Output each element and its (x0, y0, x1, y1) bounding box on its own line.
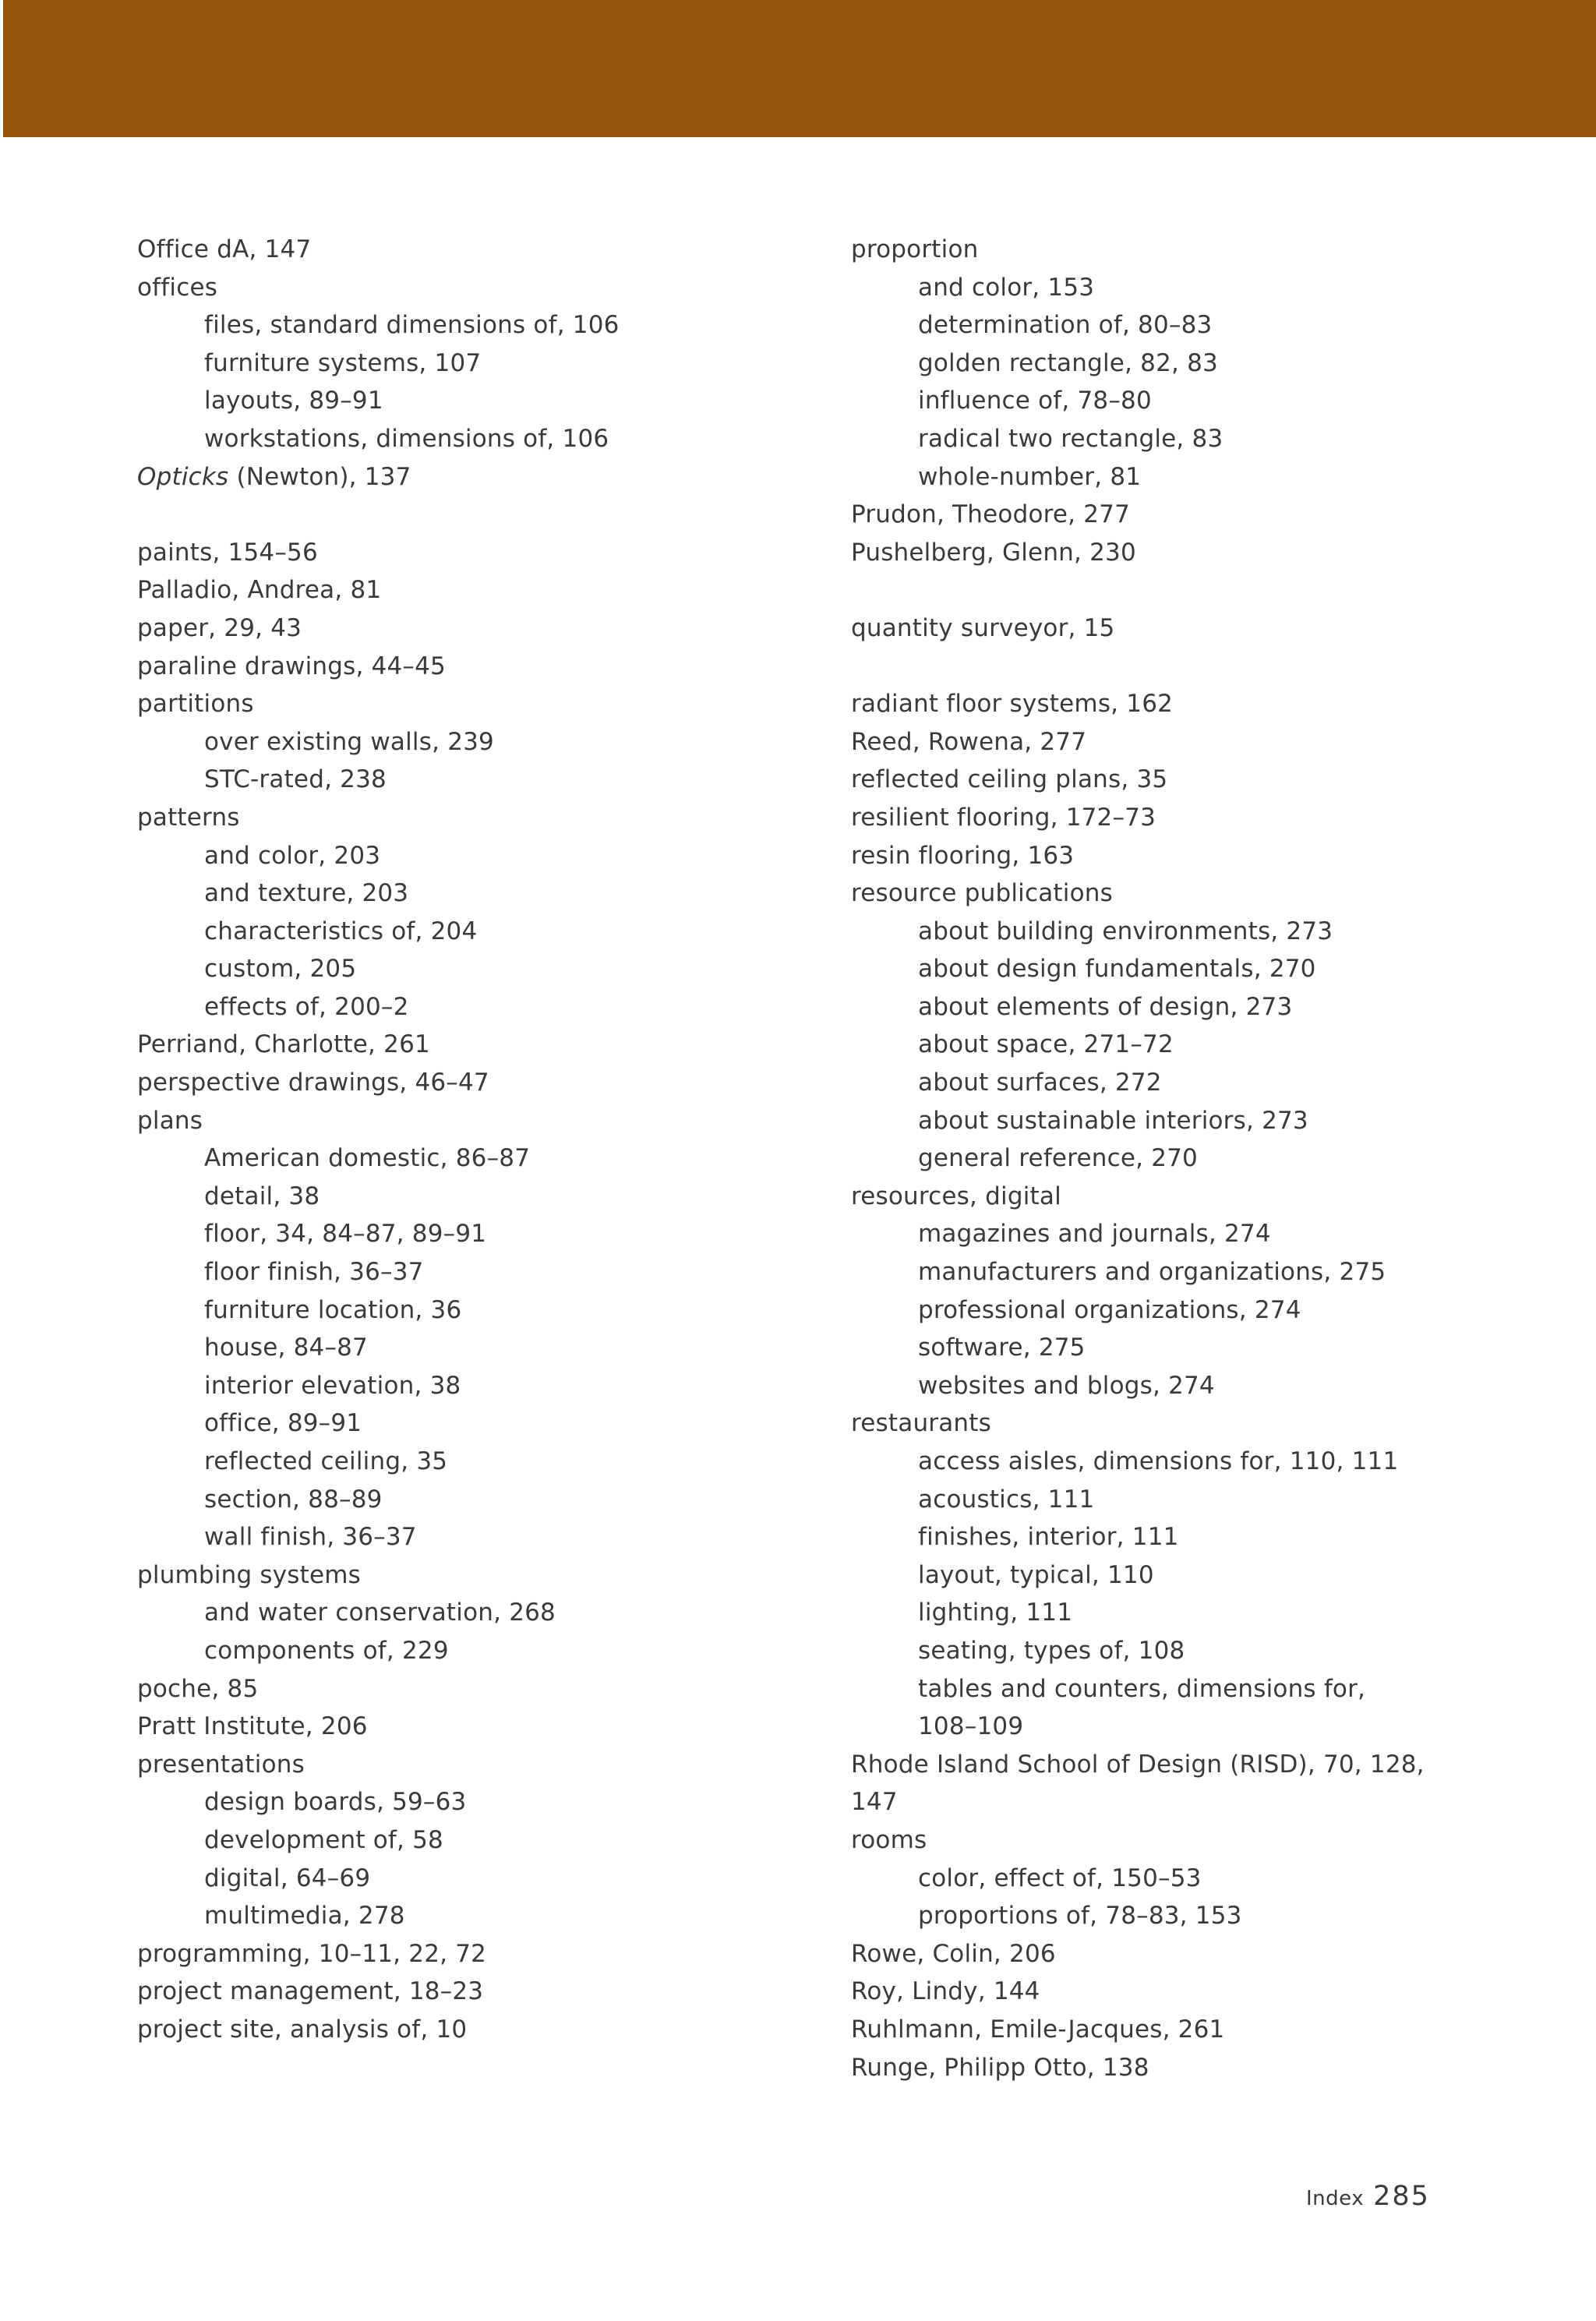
entry-text: multimedia, 278 (204, 1902, 405, 1931)
index-subentry (851, 1443, 1537, 1481)
index-entry (137, 685, 823, 723)
entry-text: wall finish, 36–37 (204, 1523, 417, 1552)
entry-text: about elements of design, 273 (918, 992, 1293, 1021)
entry-text: rooms (851, 1825, 927, 1854)
page-number: 285 (1373, 2181, 1430, 2212)
entry-text: professional organizations, 274 (918, 1295, 1301, 1324)
entry-text: characteristics of, 204 (204, 917, 478, 945)
entry-text: Roy, Lindy, 144 (851, 1977, 1040, 2006)
entry-text: paraline drawings, 44–45 (137, 652, 446, 680)
index-subentry (851, 1708, 1537, 1746)
entry-text: tables and counters, dimensions for, (918, 1674, 1366, 1703)
index-subentry (851, 269, 1537, 307)
index-subentry (851, 1632, 1537, 1670)
index-subentry (851, 1102, 1537, 1140)
entry-text: files, standard dimensions of, 106 (204, 311, 620, 340)
index-entry (851, 1404, 1537, 1443)
index-subentry (851, 1897, 1537, 1935)
index-subentry (851, 458, 1537, 496)
entry-text: layout, typical, 110 (918, 1560, 1154, 1589)
index-entry (851, 799, 1537, 837)
entry-text: resin flooring, 163 (851, 841, 1075, 870)
index-entry (137, 1064, 823, 1102)
index-subentry (137, 913, 823, 951)
entry-text: Reed, Rowena, 277 (851, 727, 1087, 756)
entry-text: partitions (137, 690, 254, 719)
index-subentry (137, 1783, 823, 1821)
entry-text: detail, 38 (204, 1182, 320, 1210)
entry-text: and texture, 203 (204, 879, 409, 908)
entry-text: resilient flooring, 172–73 (851, 803, 1156, 832)
entry-text: digital, 64–69 (204, 1864, 371, 1892)
footer-section-label: Index (1306, 2187, 1365, 2210)
entry-text: floor finish, 36–37 (204, 1258, 424, 1287)
index-subentry (137, 1404, 823, 1443)
entry-text: finishes, interior, 111 (918, 1523, 1179, 1552)
index-subentry (851, 1518, 1537, 1556)
entry-text: manufacturers and organizations, 275 (918, 1258, 1386, 1287)
entry-text: interior elevation, 38 (204, 1371, 461, 1400)
index-entry (851, 231, 1537, 269)
index-subentry (137, 1481, 823, 1519)
entry-text: design boards, 59–63 (204, 1788, 467, 1817)
index-subentry (137, 988, 823, 1026)
entry-text: determination of, 80–83 (918, 311, 1213, 340)
entry-text: Prudon, Theodore, 277 (851, 500, 1131, 529)
index-subentry (851, 1139, 1537, 1178)
index-entry (137, 1670, 823, 1708)
entry-text: custom, 205 (204, 955, 357, 984)
index-entry (851, 723, 1537, 761)
entry-text: proportions of, 78–83, 153 (918, 1902, 1242, 1931)
entry-text: about design fundamentals, 270 (918, 955, 1316, 984)
entry-text: resources, digital (851, 1182, 1061, 1210)
letter-group-gap (851, 648, 1537, 686)
header-color-band (3, 0, 1596, 137)
index-subentry (851, 1594, 1537, 1632)
entry-text: section, 88–89 (204, 1485, 383, 1514)
entry-text: acoustics, 111 (918, 1485, 1095, 1514)
entry-text: access aisles, dimensions for, 110, 111 (918, 1447, 1399, 1475)
entry-text: over existing walls, 239 (204, 727, 494, 756)
index-entry (137, 1708, 823, 1746)
entry-text: Runge, Philipp Otto, 138 (851, 2053, 1149, 2082)
index-entry (851, 837, 1537, 875)
entry-text: STC-rated, 238 (204, 765, 387, 794)
index-entry (851, 1935, 1537, 1973)
index-subentry (851, 1253, 1537, 1291)
index-subentry (137, 761, 823, 799)
index-entry (851, 761, 1537, 799)
entry-text: radiant floor systems, 162 (851, 690, 1174, 719)
index-subentry (137, 1632, 823, 1670)
index-subentry (137, 1860, 823, 1898)
index-entry (851, 685, 1537, 723)
index-subentry (851, 1860, 1537, 1898)
letter-group-gap (137, 496, 823, 534)
entry-text: about building environments, 273 (918, 917, 1333, 945)
entry-text: and water conservation, 268 (204, 1599, 556, 1627)
entry-text: and color, 153 (918, 273, 1095, 302)
index-entry (137, 269, 823, 307)
entry-text: paints, 154–56 (137, 538, 318, 567)
index-column-left (137, 231, 823, 2049)
entry-text: house, 84–87 (204, 1334, 368, 1362)
entry-text: 147 (851, 1788, 898, 1817)
index-subentry (851, 950, 1537, 988)
entry-text: websites and blogs, 274 (918, 1371, 1215, 1400)
index-subentry (137, 1821, 823, 1860)
entry-text: patterns (137, 803, 240, 832)
index-entry (851, 534, 1537, 572)
entry-text: furniture location, 36 (204, 1295, 462, 1324)
index-entry (137, 231, 823, 269)
index-subentry (137, 1329, 823, 1367)
index-subentry (137, 306, 823, 344)
entry-text: plumbing systems (137, 1560, 362, 1589)
entry-text: offices (137, 273, 218, 302)
entry-text: project site, analysis of, 10 (137, 2015, 468, 2044)
entry-text: about surfaces, 272 (918, 1069, 1162, 1097)
letter-group-gap (851, 571, 1537, 609)
index-subentry (137, 950, 823, 988)
entry-text: software, 275 (918, 1334, 1086, 1362)
entry-text: lighting, 111 (918, 1599, 1073, 1627)
index-entry (137, 1935, 823, 1973)
index-subentry (137, 1518, 823, 1556)
entry-text: 108–109 (918, 1712, 1024, 1741)
index-subentry (137, 1178, 823, 1216)
index-entry (137, 571, 823, 609)
index-subentry (851, 988, 1537, 1026)
index-entry (137, 2011, 823, 2049)
entry-text: Rowe, Colin, 206 (851, 1939, 1056, 1968)
index-subentry (137, 1367, 823, 1405)
index-entry (137, 458, 823, 496)
index-entry (137, 1102, 823, 1140)
index-subentry (137, 723, 823, 761)
index-entry (137, 648, 823, 686)
entry-text: proportion (851, 235, 979, 263)
index-subentry (851, 1556, 1537, 1595)
entry-text: color, effect of, 150–53 (918, 1864, 1202, 1892)
entry-text: poche, 85 (137, 1674, 259, 1703)
entry-text: plans (137, 1106, 203, 1135)
index-subentry (137, 837, 823, 875)
entry-text: Pratt Institute, 206 (137, 1712, 368, 1741)
entry-text: (Newton), 137 (228, 462, 411, 491)
index-subentry (137, 1443, 823, 1481)
entry-text: quantity surveyor, 15 (851, 613, 1115, 642)
index-entry (851, 1746, 1537, 1784)
index-subentry (137, 1291, 823, 1330)
entry-text: and color, 203 (204, 841, 381, 870)
index-subentry (851, 1367, 1537, 1405)
index-subentry (137, 1253, 823, 1291)
entry-text: workstations, dimensions of, 106 (204, 424, 609, 453)
entry-text: general reference, 270 (918, 1144, 1198, 1173)
index-column-right (851, 231, 1537, 2086)
index-subentry (137, 1594, 823, 1632)
index-subentry (851, 913, 1537, 951)
index-subentry (851, 1329, 1537, 1367)
index-entry (137, 609, 823, 648)
entry-text: influence of, 78–80 (918, 387, 1152, 415)
entry-text: magazines and journals, 274 (918, 1220, 1271, 1249)
index-entry (137, 799, 823, 837)
index-entry (137, 534, 823, 572)
index-entry (851, 1973, 1537, 2011)
index-entry (851, 2011, 1537, 2049)
index-subentry (137, 382, 823, 420)
entry-text: Office dA, 147 (137, 235, 312, 263)
entry-text: development of, 58 (204, 1825, 443, 1854)
entry-text: programming, 10–11, 22, 72 (137, 1939, 487, 1968)
page-footer (1306, 2181, 1430, 2212)
index-subentry (137, 344, 823, 383)
entry-text: effects of, 200–2 (204, 992, 409, 1021)
index-entry (137, 1746, 823, 1784)
index-subentry (137, 420, 823, 458)
entry-text: Rhode Island School of Design (RISD), 70, 128, (851, 1750, 1425, 1779)
entry-text: paper, 29, 43 (137, 613, 302, 642)
index-entry (851, 1821, 1537, 1860)
entry-text: Pushelberg, Glenn, 230 (851, 538, 1136, 567)
entry-text: Perriand, Charlotte, 261 (137, 1030, 430, 1059)
index-subentry (851, 1215, 1537, 1253)
entry-text: furniture systems, 107 (204, 348, 482, 377)
entry-text: golden rectangle, 82, 83 (918, 348, 1218, 377)
entry-text: reflected ceiling, 35 (204, 1447, 448, 1475)
index-entry (851, 496, 1537, 534)
index-subentry (851, 1291, 1537, 1330)
entry-text: restaurants (851, 1409, 991, 1438)
entry-text: components of, 229 (204, 1636, 449, 1665)
index-entry (851, 1783, 1537, 1821)
index-subentry (851, 1670, 1537, 1708)
entry-text: reflected ceiling plans, 35 (851, 765, 1168, 794)
entry-text: American domestic, 86–87 (204, 1144, 531, 1173)
index-subentry (851, 1026, 1537, 1064)
entry-text: Ruhlmann, Emile-Jacques, 261 (851, 2015, 1225, 2044)
entry-text: about space, 271–72 (918, 1030, 1174, 1059)
index-subentry (851, 382, 1537, 420)
index-entry (137, 1026, 823, 1064)
index-entry (851, 874, 1537, 913)
entry-text: radical two rectangle, 83 (918, 424, 1223, 453)
entry-book-title: Opticks (137, 462, 229, 491)
index-entry (851, 609, 1537, 648)
entry-text: whole-number, 81 (918, 462, 1142, 491)
entry-text: presentations (137, 1750, 305, 1779)
index-subentry (137, 1139, 823, 1178)
entry-text: office, 89–91 (204, 1409, 362, 1438)
index-subentry (137, 874, 823, 913)
index-subentry (851, 1064, 1537, 1102)
entry-text: about sustainable interiors, 273 (918, 1106, 1308, 1135)
index-subentry (137, 1215, 823, 1253)
entry-text: floor, 34, 84–87, 89–91 (204, 1220, 487, 1249)
index-subentry (851, 1481, 1537, 1519)
index-subentry (851, 420, 1537, 458)
index-subentry (137, 1897, 823, 1935)
entry-text: layouts, 89–91 (204, 387, 383, 415)
entry-text: resource publications (851, 879, 1113, 908)
index-entry (137, 1973, 823, 2011)
entry-text: seating, types of, 108 (918, 1636, 1185, 1665)
index-entry (851, 1178, 1537, 1216)
entry-text: perspective drawings, 46–47 (137, 1069, 489, 1097)
index-subentry (851, 344, 1537, 383)
index-entry (137, 1556, 823, 1595)
index-subentry (851, 306, 1537, 344)
entry-text: project management, 18–23 (137, 1977, 484, 2006)
index-entry (851, 2049, 1537, 2087)
entry-text: Palladio, Andrea, 81 (137, 576, 382, 605)
